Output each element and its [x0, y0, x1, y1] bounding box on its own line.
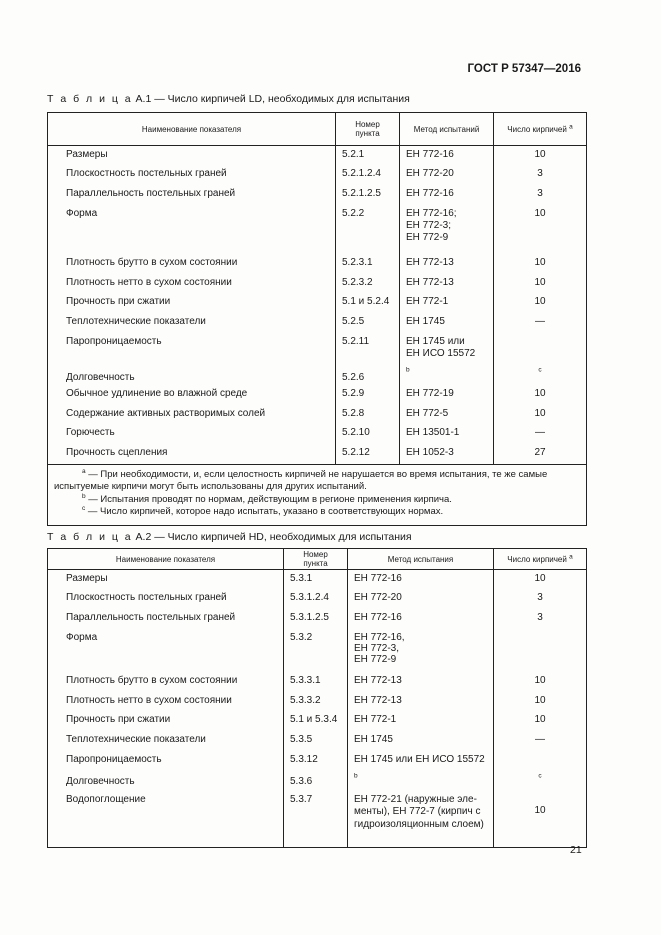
table1-caption: Т а б л и ц а А.1 — Число кирпичей LD, необходимых для испытания — [47, 93, 410, 105]
table-row: Форма 5.3.2 ЕН 772-16, ЕН 772-3, ЕН 772-9 — [48, 629, 587, 672]
table1 — [47, 112, 587, 526]
table2-caption: Т а б л и ц а А.2 — Число кирпичей HD, необходимых для испытания — [47, 531, 412, 543]
table-row: Прочность сцепления 5.2.12 ЕН 1052-3 27 — [48, 444, 587, 464]
table2-header-count: Число кирпичей $^a$ — [494, 549, 587, 570]
table-row: Плотность нетто в сухом состоянии 5.3.3.2 ЕН 772-13 10 — [48, 692, 587, 712]
footnote-b: $^b$ — Испытания проводят по нормам, действующим в регионе применения кирпича. — [82, 492, 452, 505]
table-row: Паропроницаемость 5.2.11 ЕН 1745 или ЕН ИСО 15572 — [48, 333, 587, 365]
table-row: Плотность нетто в сухом состоянии 5.2.3.2 ЕН 772-13 10 — [48, 274, 587, 294]
table2-header-clause: Номер пункта — [284, 549, 348, 570]
table1-header-name: Наименование показателя — [48, 113, 336, 146]
table-row: Содержание активных растворимых солей 5.2.8 ЕН 772-5 10 — [48, 405, 587, 425]
footnote-a-cont: испытуемые кирпичи могут быть использованы для других испытаний. — [54, 481, 367, 493]
table-row: Горючесть 5.2.10 ЕН 13501-1 — — [48, 424, 587, 444]
table1-footnotes-row — [48, 464, 587, 525]
table2-header-name: Наименование показателя — [48, 549, 284, 570]
table-row: Плотность брутто в сухом состоянии 5.2.3.1 ЕН 772-13 10 — [48, 254, 587, 274]
table-row: Плоскостность постельных граней 5.2.1.2.4 ЕН 772-20 3 — [48, 165, 587, 185]
table-row: Размеры 5.2.1 ЕН 772-16 10 — [48, 146, 587, 166]
table-row: Долговечность 5.2.6 $^b$ $^c$ — [48, 365, 587, 385]
table2 — [47, 548, 587, 848]
table-row: Форма 5.2.2 ЕН 772-16; ЕН 772-3; ЕН 772-9 10 — [48, 205, 587, 254]
table-row: Теплотехнические показатели 5.3.5 ЕН 1745 — — [48, 731, 587, 751]
table-row: Плоскостность постельных граней 5.3.1.2.4 ЕН 772-20 3 — [48, 589, 587, 609]
table2-header-row — [48, 549, 587, 570]
table2-header-method: Метод испытания — [348, 549, 494, 570]
page-number: 21 — [570, 844, 582, 856]
table-row: Плотность брутто в сухом состоянии 5.3.3.1 ЕН 772-13 10 — [48, 672, 587, 692]
table-row: Прочность при сжатии 5.1 и 5.3.4 ЕН 772-1 10 — [48, 711, 587, 731]
table1-header-clause: Номер пункта — [336, 113, 400, 146]
table-row: Обычное удлинение во влажной среде 5.2.9 ЕН 772-19 10 — [48, 385, 587, 405]
table-row: Параллельность постельных граней 5.3.1.2.5 ЕН 772-16 3 — [48, 609, 587, 629]
table-row: Параллельность постельных граней 5.2.1.2.5 ЕН 772-16 3 — [48, 185, 587, 205]
table-row: Паропроницаемость 5.3.12 ЕН 1745 или ЕН ИСО 15572 — [48, 751, 587, 771]
table-row: Теплотехнические показатели 5.2.5 ЕН 1745 — — [48, 313, 587, 333]
table1-header-row — [48, 113, 587, 146]
table-row: Долговечность 5.3.6 $^b$ $^c$ — [48, 771, 587, 791]
table1-header-method: Метод испытаний — [400, 113, 494, 146]
footnote-c: $^c$ — Число кирпичей, которое надо испытать, указано в соответствующих нормах. — [82, 505, 444, 518]
table-row: Прочность при сжатии 5.1 и 5.2.4 ЕН 772-1 10 — [48, 293, 587, 313]
footnote-a: $^a$ — При необходимости, и, если целостность кирпичей не нарушается во время испытания, те же самые — [82, 467, 548, 480]
table1-header-count: Число кирпичей $^a$ — [494, 113, 587, 146]
table-row: Размеры 5.3.1 ЕН 772-16 10 — [48, 570, 587, 590]
table1-footnotes — [48, 464, 587, 525]
document-code: ГОСТ Р 57347—2016 — [467, 63, 581, 75]
table-row: Водопоглощение 5.3.7 ЕН 772-21 (наружные эле- менты), ЕН 772-7 (кирпич с гидроизоляционным слоем) 10 — [48, 791, 587, 848]
